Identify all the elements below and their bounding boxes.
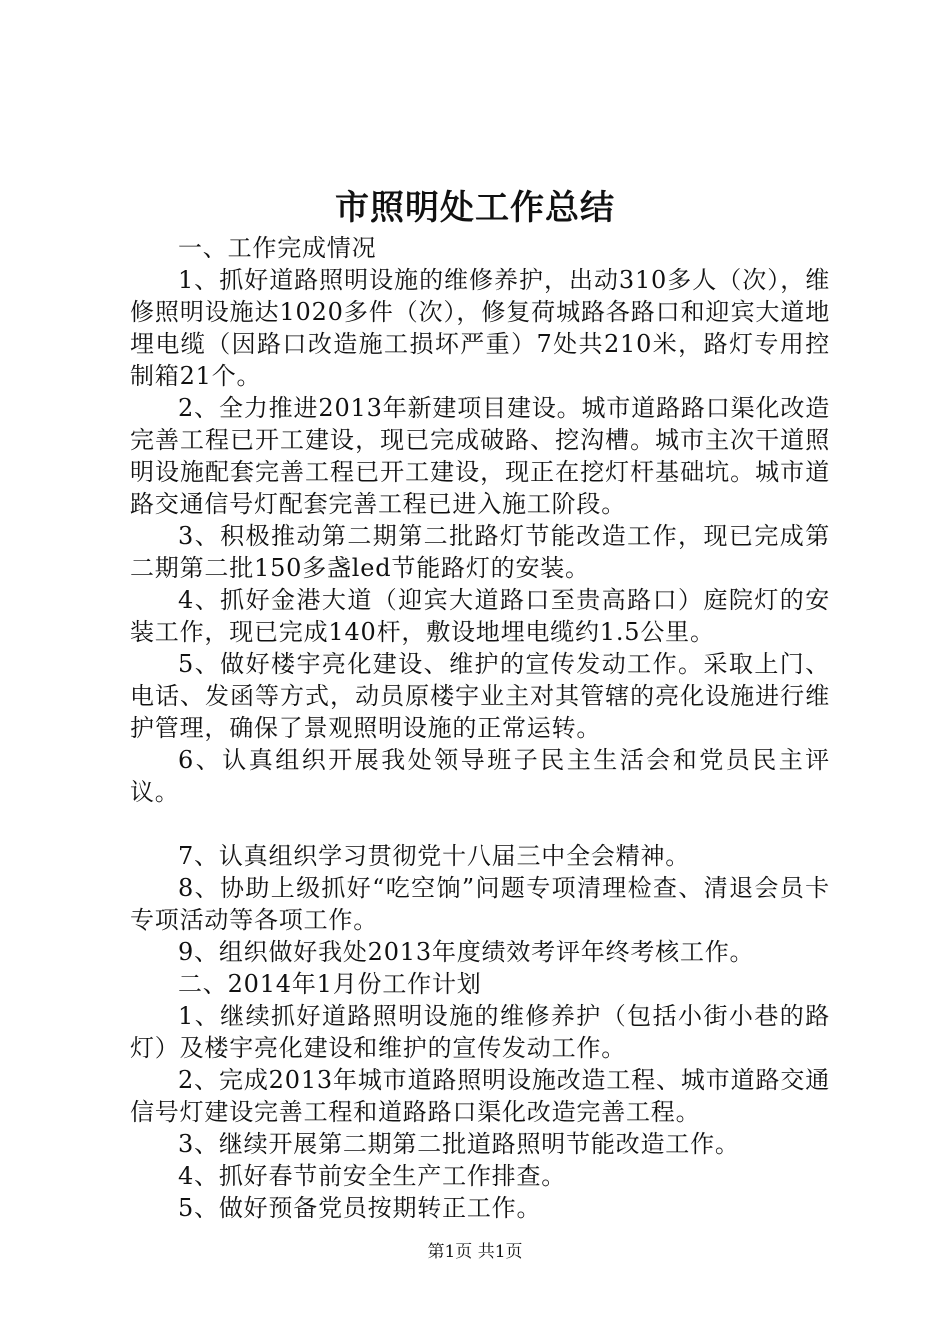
section-heading-plan: 二、2014年1月份工作计划 <box>178 970 482 998</box>
plan-item-3: 3、继续开展第二期第二批道路照明节能改造工作。 <box>178 1130 740 1158</box>
paragraph-item-9: 9、组织做好我处2013年度绩效考评年终考核工作。 <box>178 938 755 966</box>
paragraph-item-4: 4、抓好金港大道（迎宾大道路口至贵高路口）庭院灯的安装工作，现已完成140杆，敷设地埋电缆约1.5公里。 <box>130 586 830 646</box>
paragraph-item-1: 1、抓好道路照明设施的维修养护，出动310多人（次），维修照明设施达1020多件（次），修复荷城路各路口和迎宾大道地埋电缆（因路口改造施工损坏严重）7处共210米，路灯专用控制箱21个。 <box>130 266 830 390</box>
page-footer: 第1页 共1页 <box>427 1242 523 1262</box>
plan-item-2: 2、完成2013年城市道路照明设施改造工程、城市道路交通信号灯建设完善工程和道路路口渠化改造完善工程。 <box>130 1066 830 1126</box>
section-heading-work-completed: 一、工作完成情况 <box>178 234 377 262</box>
paragraph-item-8: 8、协助上级抓好“吃空饷”问题专项清理检查、清退会员卡专项活动等各项工作。 <box>130 874 830 934</box>
plan-item-5: 5、做好预备党员按期转正工作。 <box>178 1194 542 1222</box>
paragraph-item-7: 7、认真组织学习贯彻党十八届三中全会精神。 <box>178 842 691 870</box>
paragraph-item-6: 6、认真组织开展我处领导班子民主生活会和党员民主评议。 <box>130 746 830 806</box>
paragraph-item-3: 3、积极推动第二期第二批路灯节能改造工作，现已完成第二期第二批150多盏led节能路灯的安装。 <box>130 522 830 582</box>
plan-item-1: 1、继续抓好道路照明设施的维修养护（包括小街小巷的路灯）及楼宇亮化建设和维护的宣传发动工作。 <box>130 1002 830 1062</box>
paragraph-item-5: 5、做好楼宇亮化建设、维护的宣传发动工作。采取上门、电话、发函等方式，动员原楼宇业主对其管辖的亮化设施进行维护管理，确保了景观照明设施的正常运转。 <box>130 650 830 742</box>
plan-item-4: 4、抓好春节前安全生产工作排查。 <box>178 1162 567 1190</box>
blank-line <box>130 808 830 840</box>
paragraph-item-2: 2、全力推进2013年新建项目建设。城市道路路口渠化改造完善工程已开工建设，现已完成破路、挖沟槽。城市主次干道照明设施配套完善工程已开工建设，现正在挖灯杆基础坑。城市道路交通信号灯配套完善工程已进入施工阶段。 <box>130 394 830 518</box>
document-title: 市照明处工作总结 <box>335 188 615 228</box>
document-body <box>130 232 830 1224</box>
